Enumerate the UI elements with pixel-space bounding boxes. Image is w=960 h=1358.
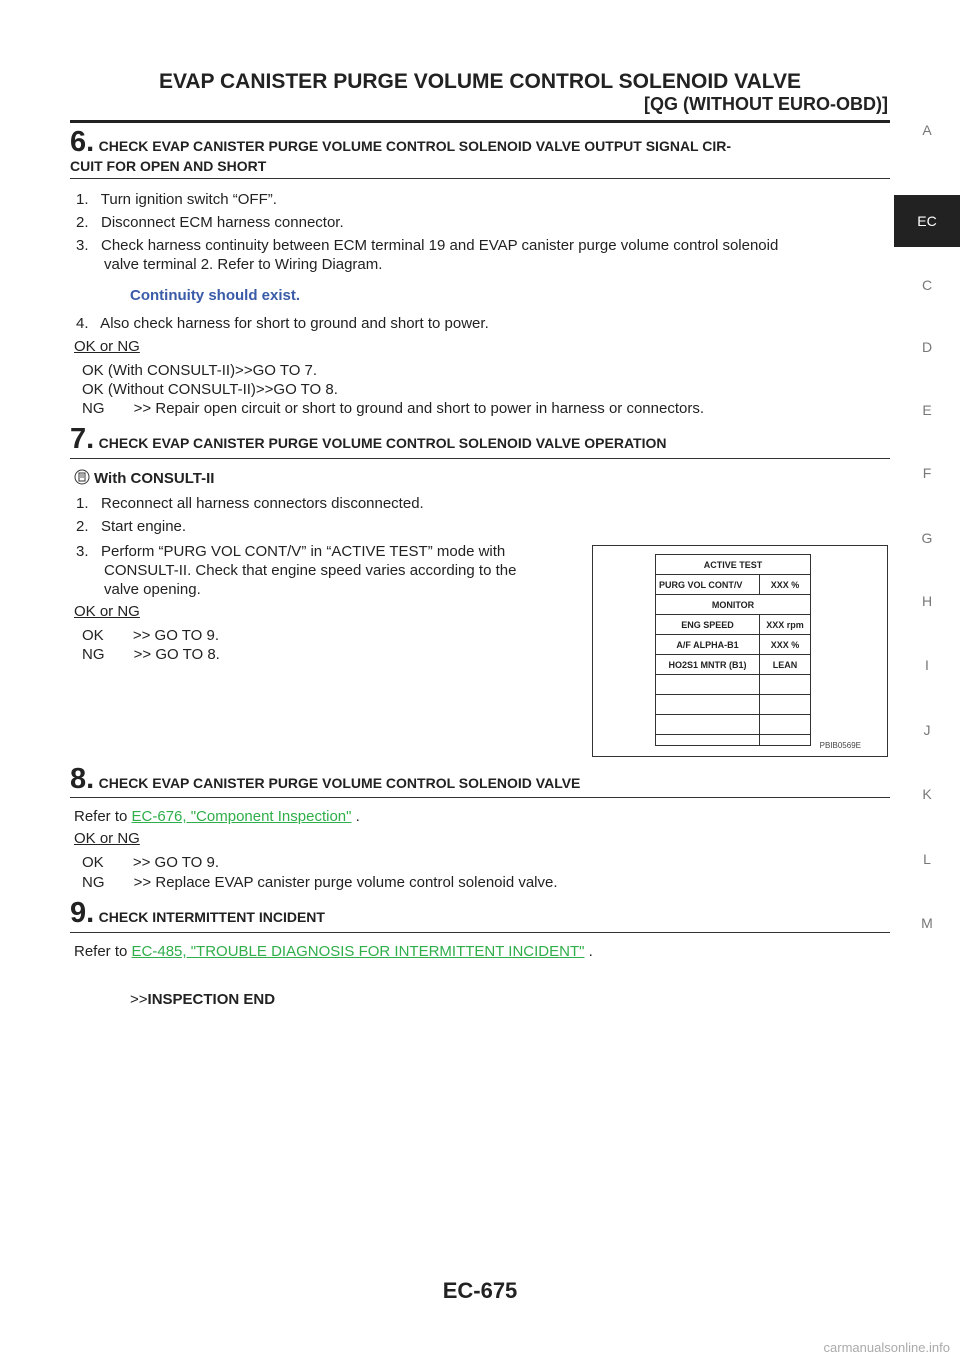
instruction-item-continued: CONSULT-II. Check that engine speed varies according to the: [104, 562, 517, 579]
figure-code: PBIB0569E: [819, 741, 861, 750]
page-header-title: EVAP CANISTER PURGE VOLUME CONTROL SOLENOID VALVE: [158, 70, 802, 93]
step-title-continued: CUIT FOR OPEN AND SHORT: [70, 158, 267, 174]
result-line: NG >> Replace EVAP canister purge volume control solenoid valve.: [82, 874, 558, 891]
step-number: 9.: [70, 897, 95, 929]
tab-h[interactable]: H: [921, 593, 933, 609]
tab-l[interactable]: L: [923, 851, 931, 867]
step-divider: [70, 932, 890, 933]
column-divider: [759, 575, 760, 595]
ok-or-ng-label: OK or NG: [74, 338, 140, 355]
monitor-label: HO2S1 MNTR (B1): [668, 660, 747, 670]
with-consult-label: [74, 469, 214, 489]
column-divider: [759, 615, 760, 745]
tab-m[interactable]: M: [921, 915, 933, 931]
purg-row: [656, 575, 810, 595]
refer-line: [74, 807, 360, 827]
monitor-row: [656, 655, 810, 675]
monitor-row: [656, 615, 810, 635]
result-line: OK >> GO TO 9.: [82, 627, 219, 644]
empty-row: [656, 715, 810, 735]
step-divider: [70, 458, 890, 459]
end-arrow: >>: [130, 991, 148, 1008]
result-line: OK (Without CONSULT-II)>>GO TO 8.: [82, 381, 338, 398]
result-line: OK (With CONSULT-II)>>GO TO 7.: [82, 362, 318, 379]
tab-k[interactable]: K: [922, 786, 932, 802]
step-title: CHECK EVAP CANISTER PURGE VOLUME CONTROL SOLENOID VALVE: [98, 775, 581, 791]
monitor-value: LEAN: [772, 660, 798, 670]
step-number: 7.: [70, 423, 95, 455]
instruction-item: 1. Reconnect all harness connectors disconnected.: [76, 495, 424, 512]
instruction-item: 3. Perform “PURG VOL CONT/V” in “ACTIVE TEST” mode with: [76, 543, 506, 560]
step-divider: [70, 178, 890, 179]
tab-g[interactable]: G: [921, 530, 933, 546]
spec-value: Continuity should exist.: [130, 287, 301, 304]
active-test-title: ACTIVE TEST: [703, 560, 763, 570]
refer-prefix: Refer to: [74, 808, 132, 825]
header-divider: [70, 120, 890, 123]
step-title: CHECK EVAP CANISTER PURGE VOLUME CONTROL SOLENOID VALVE OUTPUT SIGNAL CIR-: [98, 138, 732, 154]
step-9-heading: [70, 897, 325, 930]
instruction-item: 4. Also check harness for short to ground and short to power.: [76, 315, 489, 332]
watermark: carmanualsonline.info: [823, 1340, 950, 1355]
ok-or-ng-label: OK or NG: [74, 603, 140, 620]
refer-line: [74, 942, 593, 962]
active-test-figure: [592, 545, 888, 757]
instruction-item: 1. Turn ignition switch “OFF”.: [76, 191, 277, 208]
refer-prefix: Refer to: [74, 943, 132, 960]
step-8-heading: [70, 763, 580, 796]
monitor-value: XXX %: [770, 640, 800, 650]
consult-screen: [655, 554, 811, 746]
monitor-value: XXX rpm: [766, 620, 804, 630]
step-title: CHECK INTERMITTENT INCIDENT: [98, 909, 325, 925]
instruction-item: 3. Check harness continuity between ECM terminal 19 and EVAP canister purge volume control solenoid: [76, 237, 779, 254]
result-line: OK >> GO TO 9.: [82, 854, 219, 871]
monitor-label: A/F ALPHA-B1: [676, 640, 739, 650]
step-6-heading: [70, 126, 731, 159]
instruction-item: 2. Disconnect ECM harness connector.: [76, 214, 344, 231]
page-header-subtitle: [QG (WITHOUT EURO-OBD)]: [644, 94, 888, 114]
consult-tool-icon: [74, 469, 90, 489]
monitor-title: MONITOR: [711, 600, 755, 610]
tab-ec[interactable]: EC: [894, 195, 960, 247]
refer-suffix: .: [351, 808, 360, 825]
ok-or-ng-label: OK or NG: [74, 830, 140, 847]
result-line: NG >> GO TO 8.: [82, 646, 220, 663]
tab-e[interactable]: E: [922, 402, 932, 418]
purg-label: PURG VOL CONT/V: [659, 580, 743, 590]
inspection-end-line: [130, 990, 275, 1010]
empty-row: [656, 675, 810, 695]
tab-i[interactable]: I: [925, 657, 929, 673]
refer-suffix: .: [584, 943, 593, 960]
step-7-heading: [70, 423, 666, 456]
monitor-label: ENG SPEED: [681, 620, 734, 630]
component-inspection-link[interactable]: EC-676, "Component Inspection": [131, 808, 352, 825]
page-number: EC-675: [442, 1278, 518, 1303]
intermittent-incident-link[interactable]: EC-485, "TROUBLE DIAGNOSIS FOR INTERMITTENT INCIDENT": [131, 943, 585, 960]
monitor-title-row: [656, 595, 810, 615]
instruction-item-continued: valve opening.: [104, 581, 201, 598]
step-title: CHECK EVAP CANISTER PURGE VOLUME CONTROL SOLENOID VALVE OPERATION: [98, 435, 667, 451]
tab-d[interactable]: D: [921, 339, 933, 355]
result-line: NG >> Repair open circuit or short to ground and short to power in harness or connectors.: [82, 400, 704, 417]
purg-value: XXX %: [770, 580, 800, 590]
inspection-end-label: INSPECTION END: [147, 991, 276, 1008]
empty-row: [656, 695, 810, 715]
tab-c[interactable]: C: [921, 277, 933, 293]
tab-j[interactable]: J: [923, 722, 931, 738]
monitor-row: [656, 635, 810, 655]
active-test-title-row: [656, 555, 810, 575]
step-number: 8.: [70, 763, 95, 795]
step-divider: [70, 797, 890, 798]
instruction-item-continued: valve terminal 2. Refer to Wiring Diagram.: [104, 256, 383, 273]
tab-f[interactable]: F: [922, 465, 932, 481]
step-number: 6.: [70, 126, 95, 158]
with-consult-text: With CONSULT-II: [94, 469, 215, 487]
tab-a[interactable]: A: [922, 122, 932, 138]
instruction-item: 2. Start engine.: [76, 518, 187, 535]
